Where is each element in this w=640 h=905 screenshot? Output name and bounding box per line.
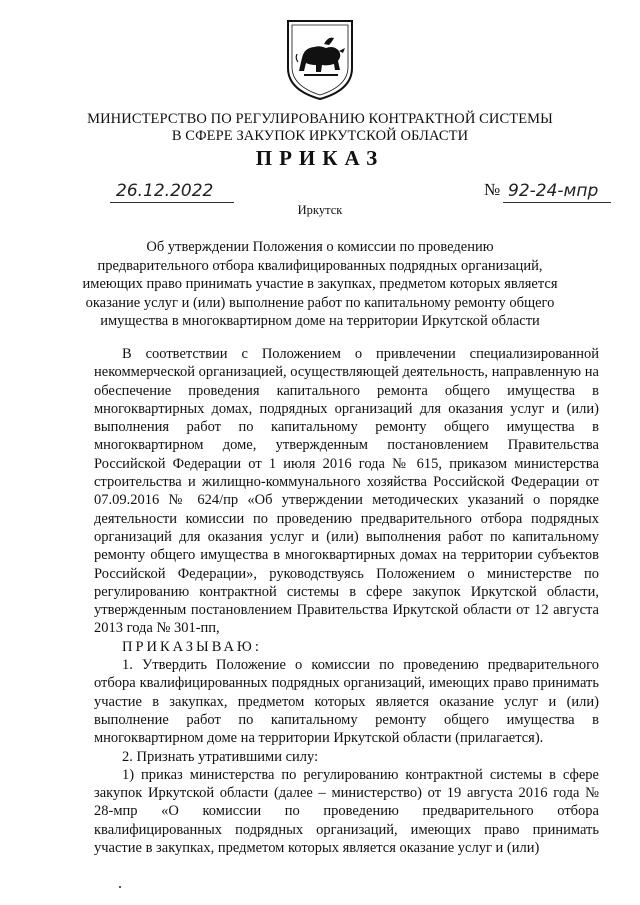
coat-of-arms-icon	[284, 18, 356, 102]
city-label: Иркутск	[297, 203, 343, 217]
preamble-paragraph: В соответствии с Положением о привлечении специализированной некоммерческой организацией, осуществляющей деятельность, направленную на обеспечение проведения капитального ремонта общего имущества в многоквартирных домах, подрядных организаций для оказания услуг и (или) выполнения работ по капитальному ремонту общего имущества в многоквартирном доме, утвержденным постановлением Правительства Российской Федерации от 1 июля 2016 года № 615, приказом министерства строительства и жилищно-коммунального хозяйства Российской Федерации от 07.09.2016 № 624/пр «Об утверждении методических указаний о порядке деятельности комиссии по проведению предварительного отбора подрядных организаций для оказания услуг и (или) выполнения работ по капитальному ремонту общего имущества в многоквартирных домах на территории субъектов Российской Федерации», руководствуясь Положением о министерстве по регулированию контрактной системы в сфере закупок Иркутской области, утвержденным постановлением Правительства Иркутской области от 12 августа 2013 года № 301-пп,	[94, 346, 599, 637]
order-body	[94, 345, 599, 857]
order-date: 26.12.2022	[116, 181, 214, 201]
ministry-name-line2: В СФЕРЕ ЗАКУПОК ИРКУТСКОЙ ОБЛАСТИ	[171, 128, 469, 144]
subject-line: имеющих право принимать участие в закупках, предметом которых является	[82, 276, 558, 292]
order-number: 92-24-мпр	[508, 181, 599, 201]
item-2-paragraph: 2. Признать утратившими силу:	[122, 748, 319, 765]
order-subject	[0, 238, 640, 331]
decree-word: ПРИКАЗЫВАЮ:	[122, 638, 262, 655]
subject-line: предварительного отбора квалифицированных подрядных организаций,	[97, 257, 543, 274]
ministry-name-line1: МИНИСТЕРСТВО ПО РЕГУЛИРОВАНИЮ КОНТРАКТНОЙ СИСТЕМЫ	[87, 111, 553, 127]
subject-line: имущества в многоквартирном доме на территории Иркутской области	[100, 313, 540, 329]
document-type-title: ПРИКАЗ	[255, 146, 385, 170]
subject-line: оказание услуг и (или) выполнение работ по капитальному ремонту общего	[85, 294, 555, 311]
item-1-paragraph: 1. Утвердить Положение о комиссии по проведению предварительного отбора квалифицированных подрядных организаций, имеющих право принимать участие в закупках, предметом которых является оказание услуг и (или) выполнение работ по капитальному ремонту общего имущества в многоквартирном доме на территории Иркутской области (прилагается).	[94, 657, 599, 747]
number-sign: №	[484, 180, 501, 199]
page-mark	[119, 886, 121, 888]
item-2-1-paragraph: 1) приказ министерства по регулированию контрактной системы в сфере закупок Иркутской области (далее – министерство) от 19 августа 2016 года № 28-мпр «О комиссии по проведению предварительного отбора квалифицированных подрядных организаций, имеющих право принимать участие в закупках, предметом которых является оказание услуг и (или)	[94, 766, 599, 857]
subject-line: Об утверждении Положения о комиссии по проведению	[146, 239, 494, 255]
